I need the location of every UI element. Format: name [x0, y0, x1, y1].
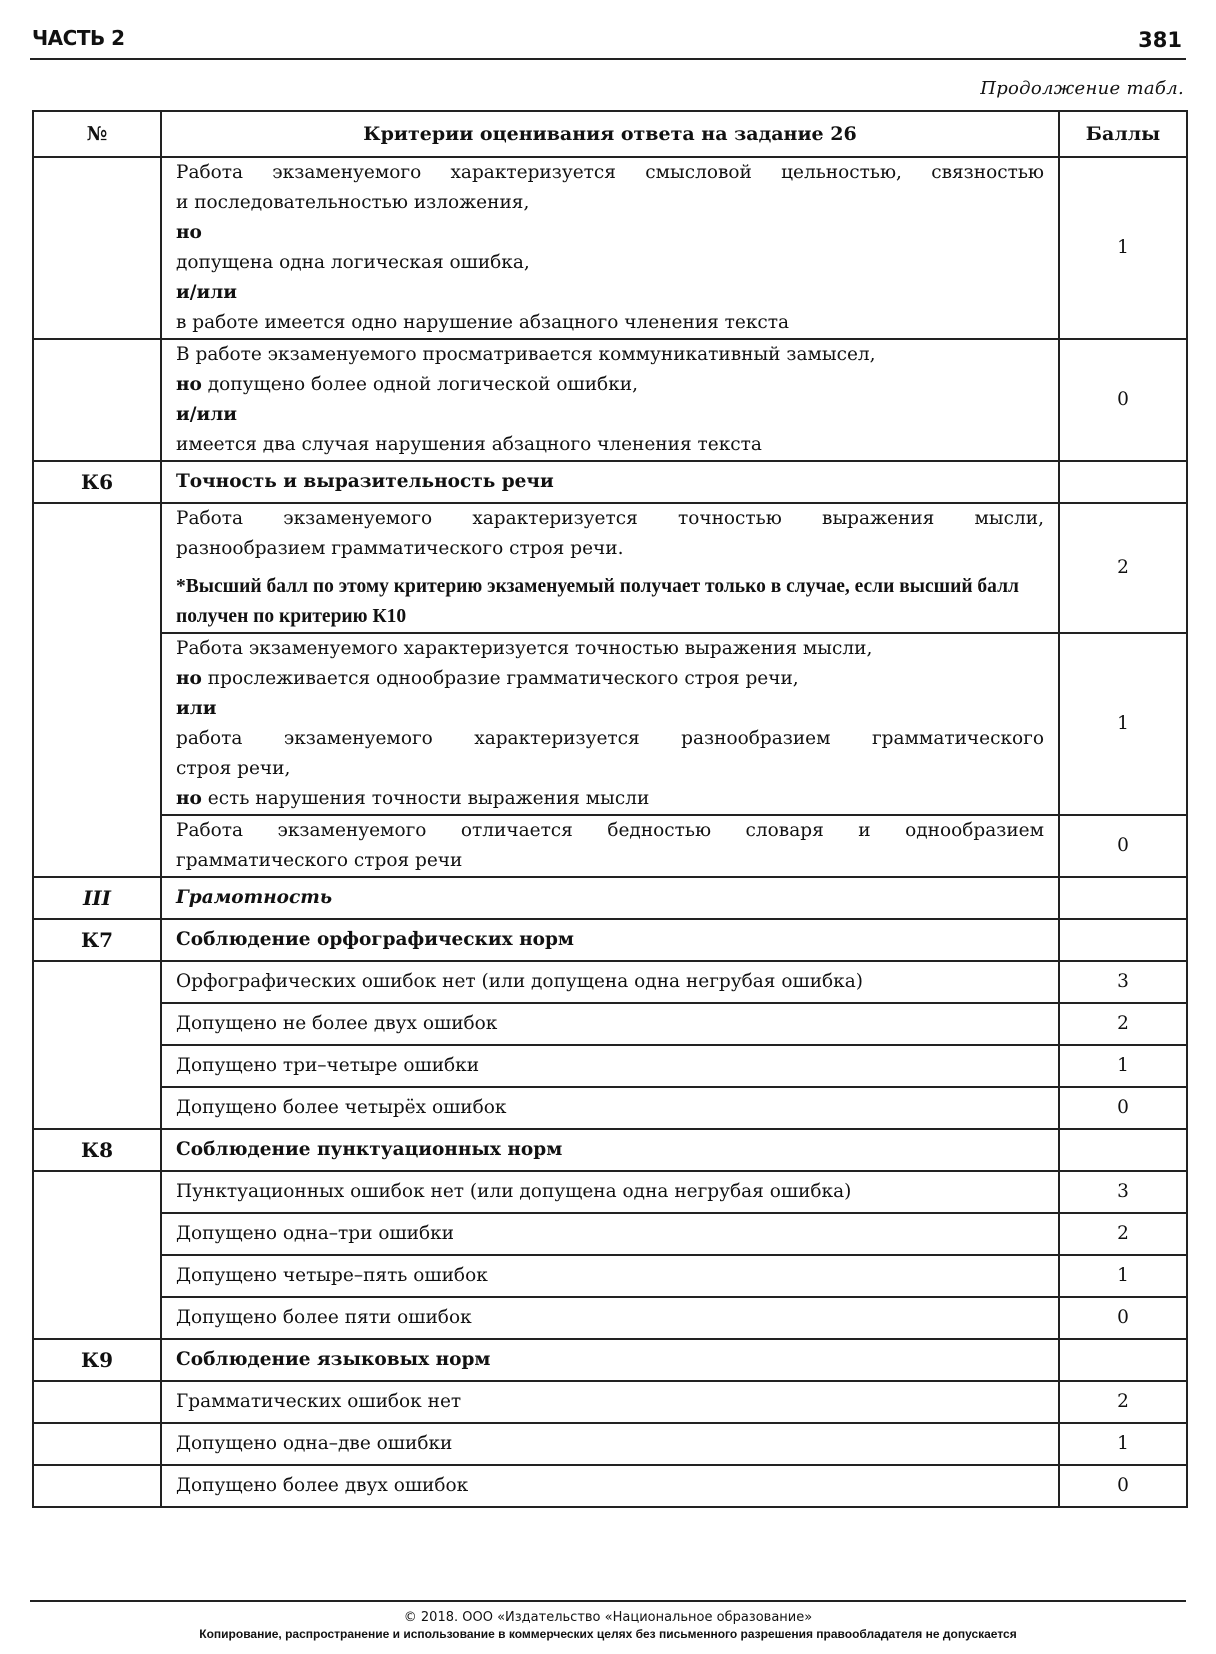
criterion-number-cell	[33, 1465, 161, 1507]
score-cell	[1059, 1339, 1187, 1381]
description-line: работа экзаменуемого характеризуется разнообразием грамматического	[176, 728, 1044, 749]
table-row	[33, 1465, 1187, 1507]
table-row	[33, 339, 1187, 461]
score-cell	[1059, 461, 1187, 503]
score-cell: 0	[1059, 339, 1187, 461]
criterion-heading-row	[33, 461, 1187, 503]
criterion-title: Соблюдение орфографических норм	[161, 919, 1059, 961]
section-number: III	[33, 877, 161, 919]
table-row	[33, 1381, 1187, 1423]
table-header-row	[33, 111, 1187, 157]
description-connector: но	[176, 222, 202, 243]
description-connector: и/или	[176, 282, 237, 303]
description-line: В работе экзаменуемого просматривается коммуникативный замысел,	[176, 344, 876, 365]
criterion-description	[161, 339, 1059, 461]
criterion-description	[161, 503, 1059, 633]
criterion-footnote: *Высший балл по этому критерию экзаменуемый получает только в случае, если высший балл получен по критерию К10	[176, 576, 1019, 627]
page-footer	[30, 1600, 1186, 1641]
table-row	[33, 1087, 1187, 1129]
score-cell: 3	[1059, 961, 1187, 1003]
description-connector: но	[176, 374, 202, 395]
description-line: Работа экзаменуемого характеризуется смысловой цельностью, связностью	[176, 162, 1044, 183]
description-line: Работа экзаменуемого характеризуется точностью выражения мысли,	[176, 638, 873, 659]
column-header-number: №	[33, 111, 161, 157]
description-line: допущено более одной логической ошибки,	[201, 374, 638, 395]
criterion-description: Допущено более двух ошибок	[161, 1465, 1059, 1507]
criterion-number-cell	[33, 339, 161, 461]
score-cell: 0	[1059, 1087, 1187, 1129]
description-line: есть нарушения точности выражения мысли	[201, 788, 650, 809]
score-cell: 2	[1059, 1003, 1187, 1045]
license-notice: Копирование, распространение и использование в коммерческих целях без письменного разрешения правообладателя не допускается	[199, 1627, 1017, 1641]
criterion-heading-row	[33, 1339, 1187, 1381]
description-line: прослеживается однообразие грамматического строя речи,	[201, 668, 799, 689]
criterion-number: К9	[33, 1339, 161, 1381]
description-connector: но	[176, 668, 202, 689]
criterion-number-cell	[33, 1171, 161, 1339]
score-cell: 0	[1059, 815, 1187, 877]
description-connector: или	[176, 698, 217, 719]
criterion-number-cell	[33, 1423, 161, 1465]
description-line: Работа экзаменуемого характеризуется точностью выражения мысли,	[176, 508, 1044, 529]
description-line: строя речи,	[176, 758, 291, 779]
criterion-number: К6	[33, 461, 161, 503]
score-cell: 1	[1059, 633, 1187, 815]
criterion-description: Грамматических ошибок нет	[161, 1381, 1059, 1423]
table-row	[33, 1423, 1187, 1465]
criterion-description: Допущено не более двух ошибок	[161, 1003, 1059, 1045]
table-row	[33, 1045, 1187, 1087]
score-cell	[1059, 919, 1187, 961]
score-cell: 2	[1059, 1381, 1187, 1423]
criterion-description: Допущено четыре–пять ошибок	[161, 1255, 1059, 1297]
score-cell: 0	[1059, 1297, 1187, 1339]
section-title: Грамотность	[161, 877, 1059, 919]
criterion-number-cell	[33, 961, 161, 1129]
criterion-number-cell	[33, 1381, 161, 1423]
score-cell	[1059, 1129, 1187, 1171]
criterion-title: Соблюдение языковых норм	[161, 1339, 1059, 1381]
score-cell: 1	[1059, 157, 1187, 339]
part-label: ЧАСТЬ 2	[32, 26, 125, 50]
criterion-description: Допущено одна–три ошибки	[161, 1213, 1059, 1255]
criterion-description: Орфографических ошибок нет (или допущена одна негрубая ошибка)	[161, 961, 1059, 1003]
score-cell: 2	[1059, 1213, 1187, 1255]
table-row	[33, 157, 1187, 339]
description-line: и последовательностью изложения,	[176, 192, 530, 213]
criterion-description: Допущено одна–две ошибки	[161, 1423, 1059, 1465]
table-row	[33, 503, 1187, 633]
column-header-score: Баллы	[1059, 111, 1187, 157]
table-row	[33, 1297, 1187, 1339]
score-cell: 3	[1059, 1171, 1187, 1213]
table-row	[33, 1255, 1187, 1297]
criterion-number: К7	[33, 919, 161, 961]
criterion-heading-row	[33, 919, 1187, 961]
criterion-description: Допущено более пяти ошибок	[161, 1297, 1059, 1339]
table-row	[33, 1213, 1187, 1255]
description-line: допущена одна логическая ошибка,	[176, 252, 530, 273]
copyright-notice: © 2018. ООО «Издательство «Национальное образование»	[403, 1610, 813, 1625]
score-cell: 1	[1059, 1255, 1187, 1297]
criterion-description	[161, 633, 1059, 815]
description-line: разнообразием грамматического строя речи.	[176, 538, 624, 559]
criterion-description	[161, 815, 1059, 877]
page-header	[30, 22, 1186, 60]
table-row	[33, 961, 1187, 1003]
section-heading-row	[33, 877, 1187, 919]
description-connector: и/или	[176, 404, 237, 425]
score-cell: 1	[1059, 1045, 1187, 1087]
description-line: Работа экзаменуемого отличается бедностью словаря и однообразием	[176, 820, 1044, 841]
table-row	[33, 1003, 1187, 1045]
criterion-description: Пунктуационных ошибок нет (или допущена одна негрубая ошибка)	[161, 1171, 1059, 1213]
column-header-criteria: Критерии оценивания ответа на задание 26	[161, 111, 1059, 157]
table-row	[33, 633, 1187, 815]
table-row	[33, 815, 1187, 877]
description-connector: но	[176, 788, 202, 809]
table-continuation-note: Продолжение табл.	[980, 78, 1184, 99]
criterion-description: Допущено три–четыре ошибки	[161, 1045, 1059, 1087]
criterion-description	[161, 157, 1059, 339]
criterion-number-cell	[33, 503, 161, 877]
criterion-description: Допущено более четырёх ошибок	[161, 1087, 1059, 1129]
criterion-title: Соблюдение пунктуационных норм	[161, 1129, 1059, 1171]
criteria-table	[32, 110, 1188, 1508]
description-line: грамматического строя речи	[176, 850, 463, 871]
criterion-number-cell	[33, 157, 161, 339]
description-line: в работе имеется одно нарушение абзацного членения текста	[176, 312, 790, 333]
criterion-heading-row	[33, 1129, 1187, 1171]
score-cell: 2	[1059, 503, 1187, 633]
criterion-number: К8	[33, 1129, 161, 1171]
page-number: 381	[1138, 28, 1182, 52]
criterion-title: Точность и выразительность речи	[161, 461, 1059, 503]
score-cell: 0	[1059, 1465, 1187, 1507]
score-cell	[1059, 877, 1187, 919]
table-row	[33, 1171, 1187, 1213]
score-cell: 1	[1059, 1423, 1187, 1465]
description-line: имеется два случая нарушения абзацного членения текста	[176, 434, 762, 455]
